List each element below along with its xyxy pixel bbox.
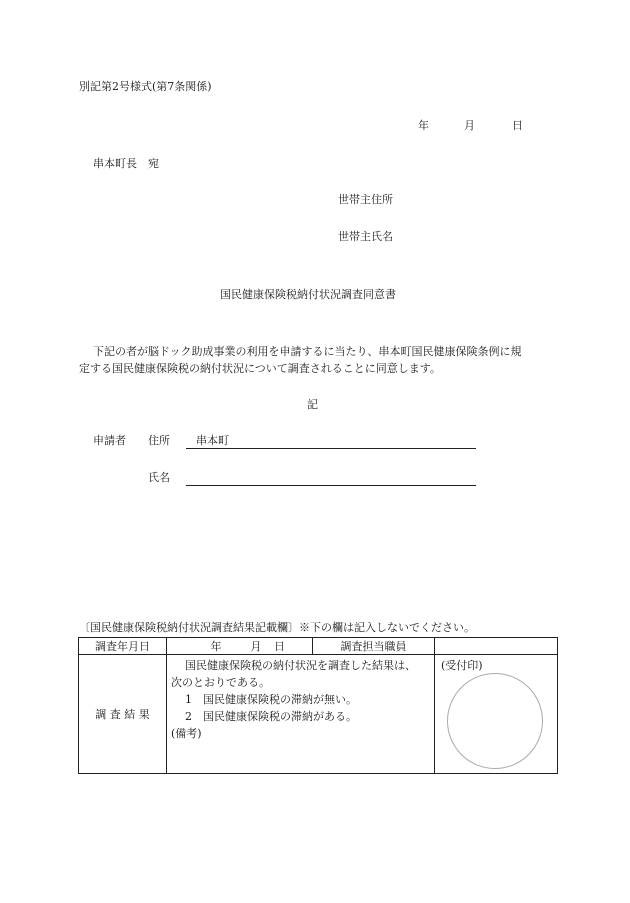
stamp-label: (受付印)	[441, 659, 483, 672]
result-table-header-row	[79, 638, 558, 655]
applicant-label: 申請者	[93, 434, 126, 447]
result-table	[78, 637, 558, 774]
survey-date-cell	[167, 638, 313, 655]
date-day: 日	[512, 119, 523, 132]
householder-address-label: 世帯主住所	[338, 193, 393, 206]
body-line-2: 定する国民健康保険税の納付状況について調査されることに同意します。	[79, 362, 441, 375]
result-line: 次のとおりである。	[171, 676, 270, 689]
result-table-body-row	[79, 655, 558, 774]
date-year: 年	[418, 119, 429, 132]
stamp-cell	[435, 655, 558, 774]
result-line: 1 国民健康保険税の滞納が無い。	[185, 693, 357, 706]
survey-date-day: 日	[274, 640, 285, 653]
result-line: 国民健康保険税の納付状況を調査した結果は、	[185, 659, 416, 672]
applicant-address-value: 串本町	[196, 434, 229, 447]
stamp-circle	[447, 673, 543, 769]
result-section-heading: 〔国民健康保険税納付状況調査結果記載欄〕※下の欄は記入しないでください。	[79, 621, 475, 634]
result-row-label: 調 査 結 果	[79, 655, 167, 774]
result-line: 2 国民健康保険税の滞納がある。	[185, 710, 357, 723]
survey-date-month: 月	[250, 640, 262, 653]
householder-name-label: 世帯主氏名	[338, 230, 393, 243]
staff-cell	[435, 638, 558, 655]
form-reference: 別記第2号様式(第7条関係)	[79, 80, 212, 93]
applicant-address-line	[186, 448, 476, 449]
applicant-address-label: 住所	[148, 434, 170, 447]
page-title: 国民健康保険税納付状況調査同意書	[220, 288, 396, 301]
date-month: 月	[464, 119, 475, 132]
survey-date-year: 年	[210, 640, 222, 653]
applicant-name-label: 氏名	[148, 471, 170, 484]
result-line: (備考)	[171, 727, 202, 740]
col-survey-date: 調査年月日	[79, 638, 167, 655]
result-text	[167, 655, 435, 774]
col-staff: 調査担当職員	[313, 638, 435, 655]
body-line-1: 下記の者が脳ドック助成事業の利用を申請するに当たり、串本町国民健康保険条例に規	[93, 345, 522, 358]
applicant-name-line	[186, 485, 476, 486]
addressee: 串本町長 宛	[93, 157, 159, 170]
ki-heading: 記	[307, 398, 318, 411]
